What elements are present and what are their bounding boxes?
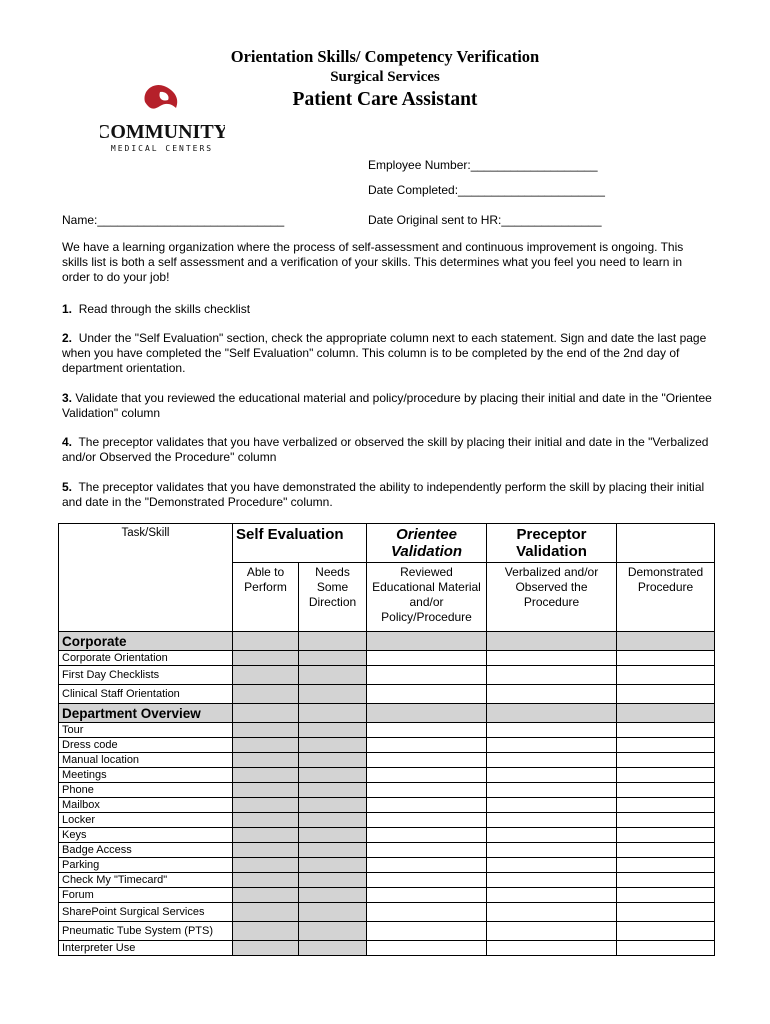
demonstrated-cell[interactable]: [617, 738, 715, 753]
table-row: [59, 813, 715, 828]
skill-name: Interpreter Use: [59, 941, 233, 956]
able-cell[interactable]: [233, 843, 299, 858]
step-number: 5.: [62, 480, 73, 494]
demonstrated-cell[interactable]: [617, 783, 715, 798]
skill-name: Manual location: [59, 753, 233, 768]
needs-cell[interactable]: [299, 753, 367, 768]
verbalized-observed-header: Verbalized and/or Observed the Procedure: [487, 563, 617, 632]
skill-name: Tour: [59, 723, 233, 738]
employee-number-field[interactable]: Employee Number:___________________: [368, 158, 598, 172]
verbalized-cell[interactable]: [487, 753, 617, 768]
table-row: [59, 941, 715, 956]
demonstrated-cell[interactable]: [617, 798, 715, 813]
verbalized-cell[interactable]: [487, 783, 617, 798]
task-skill-header: Task/Skill: [59, 524, 233, 632]
logo-name-text: COMMUNITY: [100, 121, 225, 143]
able-cell[interactable]: [233, 685, 299, 704]
verbalized-cell[interactable]: [487, 723, 617, 738]
intro-paragraph: We have a learning organization where the process of self-assessment and continuous improvement is ongoing. This skills list is both a self assessment and a verification of your skills. This determines what you feel you need to learn in order to do your job!: [62, 240, 684, 284]
demonstrated-cell[interactable]: [617, 922, 715, 941]
verbalized-cell[interactable]: [487, 666, 617, 685]
needs-cell[interactable]: [299, 941, 367, 956]
verbalized-cell[interactable]: [487, 828, 617, 843]
table-row: [59, 685, 715, 704]
skill-name: Pneumatic Tube System (PTS): [59, 922, 233, 941]
community-logo: [100, 80, 225, 155]
table-row: [59, 768, 715, 783]
table-row: [59, 783, 715, 798]
step-3: [62, 391, 712, 421]
able-cell[interactable]: [233, 753, 299, 768]
able-cell[interactable]: [233, 858, 299, 873]
preceptor-validation-header: Preceptor Validation: [487, 524, 617, 563]
verbalized-cell[interactable]: [487, 685, 617, 704]
able-cell[interactable]: [233, 922, 299, 941]
table-row: [59, 922, 715, 941]
step-text: Validate that you reviewed the educational material and policy/procedure by placing their initial and date in the "Orientee Validation" column: [62, 391, 712, 420]
able-cell[interactable]: [233, 873, 299, 888]
table-row: [59, 873, 715, 888]
skill-name: Parking: [59, 858, 233, 873]
able-cell[interactable]: [233, 768, 299, 783]
table-row: [59, 651, 715, 666]
demonstrated-cell[interactable]: [617, 828, 715, 843]
verbalized-cell[interactable]: [487, 903, 617, 922]
reviewed-cell[interactable]: [367, 685, 487, 704]
skill-name: Mailbox: [59, 798, 233, 813]
table-row: [59, 903, 715, 922]
needs-cell[interactable]: [299, 828, 367, 843]
community-logo-icon: [100, 80, 225, 155]
step-2: [62, 331, 712, 376]
skill-name: Dress code: [59, 738, 233, 753]
needs-cell[interactable]: [299, 666, 367, 685]
demonstrated-cell[interactable]: [617, 651, 715, 666]
logo-tagline-text: MEDICAL CENTERS: [110, 144, 214, 153]
needs-cell[interactable]: [299, 798, 367, 813]
verbalized-cell[interactable]: [487, 651, 617, 666]
name-field[interactable]: Name:____________________________: [62, 213, 285, 227]
reviewed-cell[interactable]: [367, 873, 487, 888]
section-title: Department Overview: [59, 704, 233, 723]
reviewed-cell[interactable]: [367, 922, 487, 941]
step-number: 1.: [62, 302, 73, 316]
reviewed-cell[interactable]: [367, 738, 487, 753]
table-row: [59, 798, 715, 813]
table-row: [59, 723, 715, 738]
needs-cell[interactable]: [299, 768, 367, 783]
step-number: 4.: [62, 435, 73, 449]
step-text: The preceptor validates that you have demonstrated the ability to independently perform the skill by placing their initial and date in the "Demonstrated Procedure" column.: [62, 480, 705, 509]
title-line-2: Surgical Services: [330, 69, 440, 85]
demonstrated-cell[interactable]: [617, 666, 715, 685]
skill-name: Locker: [59, 813, 233, 828]
demonstrated-cell[interactable]: [617, 903, 715, 922]
needs-cell[interactable]: [299, 685, 367, 704]
step-number: 2.: [62, 331, 73, 345]
reviewed-cell[interactable]: [367, 651, 487, 666]
reviewed-cell[interactable]: [367, 798, 487, 813]
demonstrated-cell[interactable]: [617, 768, 715, 783]
verbalized-cell[interactable]: [487, 873, 617, 888]
blank-header-cell: [617, 524, 715, 563]
reviewed-cell[interactable]: [367, 941, 487, 956]
demonstrated-cell[interactable]: [617, 843, 715, 858]
needs-direction-header: Needs Some Direction: [299, 563, 367, 632]
able-cell[interactable]: [233, 723, 299, 738]
table-row: [59, 753, 715, 768]
demonstrated-procedure-header: Demonstrated Procedure: [617, 563, 715, 632]
reviewed-cell[interactable]: [367, 666, 487, 685]
reviewed-cell[interactable]: [367, 768, 487, 783]
reviewed-material-header: Reviewed Educational Material and/or Policy/Procedure: [367, 563, 487, 632]
verbalized-cell[interactable]: [487, 858, 617, 873]
skill-name: Corporate Orientation: [59, 651, 233, 666]
needs-cell[interactable]: [299, 738, 367, 753]
section-title: Corporate: [59, 632, 233, 651]
demonstrated-cell[interactable]: [617, 941, 715, 956]
demonstrated-cell[interactable]: [617, 813, 715, 828]
reviewed-cell[interactable]: [367, 753, 487, 768]
needs-cell[interactable]: [299, 873, 367, 888]
skill-name: Phone: [59, 783, 233, 798]
skill-name: Meetings: [59, 768, 233, 783]
able-cell[interactable]: [233, 813, 299, 828]
step-1: [62, 302, 712, 317]
section-row-department-overview: [59, 704, 715, 723]
table-row: [59, 666, 715, 685]
verbalized-cell[interactable]: [487, 941, 617, 956]
table-row: [59, 888, 715, 903]
able-cell[interactable]: [233, 738, 299, 753]
demonstrated-cell[interactable]: [617, 888, 715, 903]
table-row: [59, 738, 715, 753]
reviewed-cell[interactable]: [367, 843, 487, 858]
reviewed-cell[interactable]: [367, 813, 487, 828]
verbalized-cell[interactable]: [487, 813, 617, 828]
able-cell[interactable]: [233, 888, 299, 903]
needs-cell[interactable]: [299, 903, 367, 922]
skill-name: Keys: [59, 828, 233, 843]
table-row: [59, 828, 715, 843]
reviewed-cell[interactable]: [367, 723, 487, 738]
needs-cell[interactable]: [299, 843, 367, 858]
step-number: 3.: [62, 391, 73, 405]
able-cell[interactable]: [233, 903, 299, 922]
verbalized-cell[interactable]: [487, 768, 617, 783]
verbalized-cell[interactable]: [487, 798, 617, 813]
reviewed-cell[interactable]: [367, 783, 487, 798]
needs-cell[interactable]: [299, 888, 367, 903]
self-evaluation-header: Self Evaluation: [233, 524, 367, 563]
needs-cell[interactable]: [299, 723, 367, 738]
able-to-perform-header: Able to Perform: [233, 563, 299, 632]
date-sent-hr-field[interactable]: Date Original sent to HR:_______________: [368, 213, 602, 227]
skills-table: [58, 523, 715, 956]
step-text: Read through the skills checklist: [78, 302, 251, 316]
skill-name: Clinical Staff Orientation: [59, 685, 233, 704]
reviewed-cell[interactable]: [367, 858, 487, 873]
able-cell[interactable]: [233, 651, 299, 666]
reviewed-cell[interactable]: [367, 828, 487, 843]
verbalized-cell[interactable]: [487, 843, 617, 858]
skill-name: Check My "Timecard": [59, 873, 233, 888]
skill-name: First Day Checklists: [59, 666, 233, 685]
reviewed-cell[interactable]: [367, 888, 487, 903]
table-row: [59, 858, 715, 873]
needs-cell[interactable]: [299, 783, 367, 798]
orientee-validation-header: Orientee Validation: [367, 524, 487, 563]
skill-name: SharePoint Surgical Services: [59, 903, 233, 922]
needs-cell[interactable]: [299, 858, 367, 873]
title-line-1: Orientation Skills/ Competency Verification: [230, 47, 540, 66]
demonstrated-cell[interactable]: [617, 723, 715, 738]
able-cell[interactable]: [233, 783, 299, 798]
reviewed-cell[interactable]: [367, 903, 487, 922]
skill-name: Forum: [59, 888, 233, 903]
table-row: [59, 843, 715, 858]
date-completed-field[interactable]: Date Completed:______________________: [368, 183, 605, 197]
step-text: Under the "Self Evaluation" section, check the appropriate column next to each statement. Sign and date the last page when you have completed the "Self Evaluation" column. This column is to be completed by the end of the 2nd day of department orientation.: [62, 331, 707, 375]
able-cell[interactable]: [233, 828, 299, 843]
title-line-3: Patient Care Assistant: [292, 89, 478, 110]
verbalized-cell[interactable]: [487, 888, 617, 903]
able-cell[interactable]: [233, 798, 299, 813]
demonstrated-cell[interactable]: [617, 685, 715, 704]
section-row-corporate: [59, 632, 715, 651]
step-4: [62, 435, 712, 465]
verbalized-cell[interactable]: [487, 922, 617, 941]
needs-cell[interactable]: [299, 651, 367, 666]
needs-cell[interactable]: [299, 922, 367, 941]
verbalized-cell[interactable]: [487, 738, 617, 753]
needs-cell[interactable]: [299, 813, 367, 828]
skill-name: Badge Access: [59, 843, 233, 858]
step-5: [62, 480, 712, 510]
demonstrated-cell[interactable]: [617, 858, 715, 873]
demonstrated-cell[interactable]: [617, 873, 715, 888]
able-cell[interactable]: [233, 666, 299, 685]
demonstrated-cell[interactable]: [617, 753, 715, 768]
step-text: The preceptor validates that you have verbalized or observed the skill by placing their initial and date in the "Verbalized and/or Observed the Procedure" column: [62, 435, 709, 464]
able-cell[interactable]: [233, 941, 299, 956]
